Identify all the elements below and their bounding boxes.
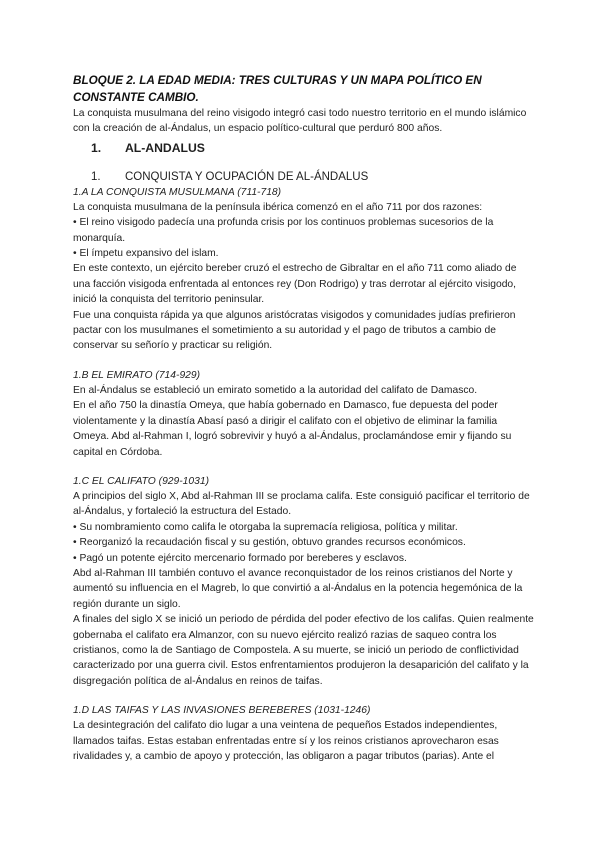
document-title: BLOQUE 2. LA EDAD MEDIA: TRES CULTURAS Y UN MAPA POLÍTICO EN CONSTANTE CAMBIO. <box>73 74 482 104</box>
part-heading: 1.C EL CALIFATO (929-1031) <box>73 475 210 487</box>
bullet-item: • Su nombramiento como califa le otorgaba la supremacía religiosa, política y militar. <box>73 521 458 533</box>
part-heading: 1.D LAS TAIFAS Y LAS INVASIONES BEREBERES (1031-1246) <box>73 705 371 717</box>
paragraph: Abd al-Rahman III también contuvo el avance reconquistador de los reinos cristianos del Norte y aumentó su influencia en el Magreb, lo que convirtió a al-Ándalus en la potencia hegemónica de la región durante un siglo. <box>73 567 523 610</box>
intro-paragraph: La conquista musulmana del reino visigodo integró casi todo nuestro territorio en el mundo islámico con la creación de al-Ándalus, un espacio político-cultural que perduró 800 años. <box>73 108 527 135</box>
bullet-item: • El ímpetu expansivo del islam. <box>73 248 219 260</box>
paragraph: La desintegración del califato dio lugar a una veintena de pequeños Estados independientes, llamados taifas. Estas estaban enfrentadas entre sí y los reinos cristianos aprovecharon esas rivalidades y, a cambio de apoyo y protección, las obligaron a pagar tributos (parias). Ante el <box>73 720 499 762</box>
paragraph: La conquista musulmana de la península ibérica comenzó en el año 711 por dos razones: <box>73 201 483 213</box>
part-heading: 1.A LA CONQUISTA MUSULMANA (711-718) <box>73 186 282 198</box>
document-content <box>73 72 535 764</box>
bullet-item: • Pagó un potente ejército mercenario formado por bereberes y esclavos. <box>73 552 407 564</box>
paragraph: A principios del siglo X, Abd al-Rahman III se proclama califa. Este consiguió pacificar el territorio de al-Ándalus, y fortaleció la estructura del Estado. <box>73 490 530 518</box>
subsection-number: 1. <box>91 170 101 183</box>
subsection-title: CONQUISTA Y OCUPACIÓN DE AL-ÁNDALUS <box>125 170 369 183</box>
bullet-item: • Reorganizó la recaudación fiscal y su gestión, obtuvo grandes recursos económicos. <box>73 537 466 549</box>
bullet-item: • El reino visigodo padecía una profunda crisis por los continuos problemas sucesorios de la monarquía. <box>73 217 494 244</box>
subsection-heading <box>73 169 535 185</box>
paragraph: A finales del siglo X se inició un periodo de pérdida del poder efectivo de los califas. Quien realmente gobernaba el califato era Almanzor, con su nuevo ejército realizó razias de saqueo contra los cristianos, como la de Santiago de Compostela. A su muerte, se inició un periodo de conflictividad caracterizado por una guerra civil. Estos enfrentamientos produjeron la desaparición del califato y la disgregación política de al-Ándalus en reinos de taifas. <box>73 614 534 687</box>
section-title: AL-ANDALUS <box>125 140 205 155</box>
paragraph: Fue una conquista rápida ya que algunos aristócratas visigodos y comunidades judías prefirieron pactar con los musulmanes el sometimiento a su autoridad y el pago de tributos a cambio de conservar su señorío y practicar su religión. <box>73 309 516 352</box>
section-number: 1. <box>91 140 102 155</box>
paragraph: En este contexto, un ejército bereber cruzó el estrecho de Gibraltar en el año 711 como aliado de una facción visigoda enfrentada al entonces rey (Don Rodrigo) y tras derrotar al ejército visigodo, inició la conquista del territorio peninsular. <box>73 263 517 306</box>
part-heading: 1.B EL EMIRATO (714-929) <box>73 369 201 381</box>
section-heading <box>73 140 535 157</box>
paragraph: En el año 750 la dinastía Omeya, que había gobernado en Damasco, fue depuesta del poder violentamente y la dinastía Abasí pasó a dirigir el califato con el objetivo de eliminar la familia Omeya. Abd al-Rahman I, logró sobrevivir y huyó a al-Ándalus, proclamándose emir y fijando su capital en Córdoba. <box>73 400 512 458</box>
paragraph: En al-Ándalus se estableció un emirato sometido a la autoridad del califato de Damasco. <box>73 384 478 396</box>
